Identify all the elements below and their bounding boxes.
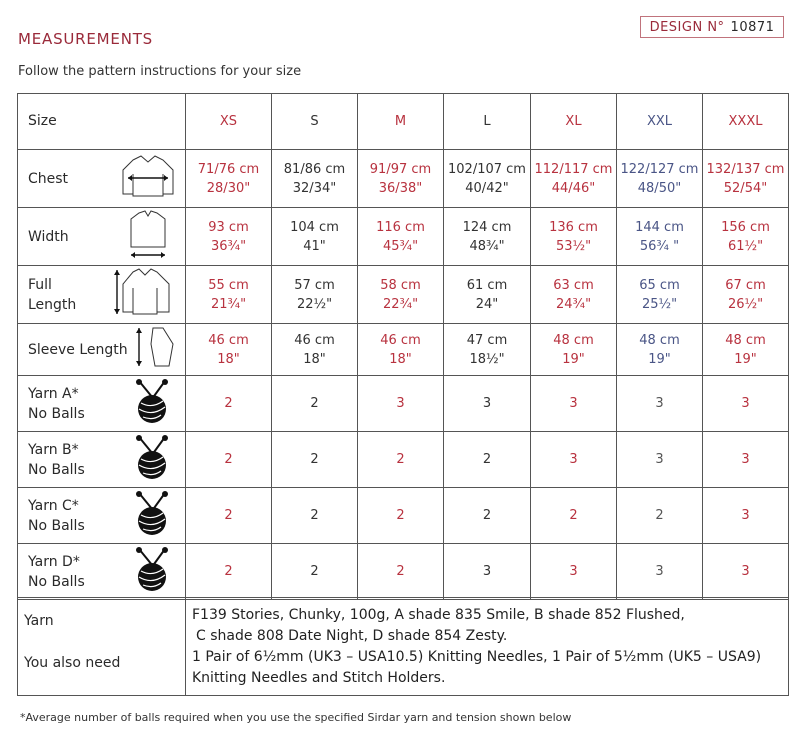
yarn-a-m: 3: [358, 376, 444, 432]
yarn-line-1: F139 Stories, Chunky, 100g, A shade 835 Smile, B shade 852 Flushed,: [192, 607, 685, 623]
materials-labels: [18, 598, 186, 696]
yarn-b-label: Yarn B* No Balls: [28, 441, 85, 478]
also-need-label: You also need: [24, 655, 121, 671]
cardigan-width-icon: [119, 209, 177, 265]
yarn-a-xxxl: 3: [703, 376, 789, 432]
chest-xl: 112/117 cm 44/46": [531, 150, 617, 208]
cardigan-chest-icon: [119, 154, 177, 204]
yarn-c-xxl: 2: [617, 488, 703, 544]
chest-s: 81/86 cm 32/34": [272, 150, 358, 208]
need-line-2: Knitting Needles and Stitch Holders.: [192, 670, 446, 686]
sleeve-length-label-cell: [18, 324, 186, 376]
yarn-c-row: [18, 488, 789, 544]
materials-text: [186, 598, 789, 696]
yarn-a-row: [18, 376, 789, 432]
sleeve-length-label: Sleeve Length: [28, 341, 128, 358]
yarn-label: Yarn: [24, 613, 54, 629]
width-l: 124 cm 48¾": [444, 208, 531, 266]
width-xxxl: 156 cm 61½": [703, 208, 789, 266]
yarn-d-xxxl: 3: [703, 544, 789, 600]
footnote: *Average number of balls required when you use the specified Sirdar yarn and tension shown below: [20, 711, 572, 724]
length-s: 57 cm 22½": [272, 266, 358, 324]
size-xxl: XXL: [617, 94, 703, 150]
design-label: DESIGN N°: [649, 19, 725, 35]
sleeve-length-icon: [131, 324, 177, 376]
yarn-d-xl: 3: [531, 544, 617, 600]
yarn-c-l: 2: [444, 488, 531, 544]
yarn-a-s: 2: [272, 376, 358, 432]
yarn-c-m: 2: [358, 488, 444, 544]
yarn-b-s: 2: [272, 432, 358, 488]
yarn-b-xxl: 3: [617, 432, 703, 488]
measurements-table: [17, 93, 789, 600]
yarn-a-xxl: 3: [617, 376, 703, 432]
length-xxxl: 67 cm 26½": [703, 266, 789, 324]
full-length-label: Full Length: [28, 276, 77, 313]
width-m: 116 cm 45¾": [358, 208, 444, 266]
size-xxxl: XXXL: [703, 94, 789, 150]
yarn-c-s: 2: [272, 488, 358, 544]
width-xxl: 144 cm 56¾ ": [617, 208, 703, 266]
yarn-a-label: Yarn A* No Balls: [28, 385, 85, 422]
yarn-ball-needles-icon: [127, 377, 177, 431]
yarn-d-label: Yarn D* No Balls: [28, 553, 85, 590]
yarn-d-label-cell: [18, 544, 186, 600]
chest-label: Chest: [28, 170, 69, 187]
design-number-box: [640, 16, 784, 38]
yarn-c-label-cell: [18, 488, 186, 544]
sleeve-l: 47 cm 18½": [444, 324, 531, 376]
yarn-a-xs: 2: [186, 376, 272, 432]
size-m: M: [358, 94, 444, 150]
sleeve-xxl: 48 cm 19": [617, 324, 703, 376]
chest-xxxl: 132/137 cm 52/54": [703, 150, 789, 208]
size-xl: XL: [531, 94, 617, 150]
yarn-c-xl: 2: [531, 488, 617, 544]
yarn-b-label-cell: [18, 432, 186, 488]
need-line-1: 1 Pair of 6½mm (UK3 – USA10.5) Knitting Needles, 1 Pair of 5½mm (UK5 – USA9): [192, 649, 762, 665]
size-s: S: [272, 94, 358, 150]
chest-m: 91/97 cm 36/38": [358, 150, 444, 208]
yarn-d-l: 3: [444, 544, 531, 600]
design-number: 10871: [730, 19, 775, 35]
yarn-a-xl: 3: [531, 376, 617, 432]
yarn-b-xxxl: 3: [703, 432, 789, 488]
yarn-d-xs: 2: [186, 544, 272, 600]
yarn-c-xxxl: 3: [703, 488, 789, 544]
yarn-c-label: Yarn C* No Balls: [28, 497, 85, 534]
yarn-b-xs: 2: [186, 432, 272, 488]
yarn-d-row: [18, 544, 789, 600]
page-title: MEASUREMENTS: [18, 30, 154, 48]
width-xl: 136 cm 53½": [531, 208, 617, 266]
length-xxl: 65 cm 25½": [617, 266, 703, 324]
yarn-ball-needles-icon: [127, 545, 177, 599]
yarn-d-xxl: 3: [617, 544, 703, 600]
sleeve-xs: 46 cm 18": [186, 324, 272, 376]
materials-table: [17, 597, 789, 696]
length-xs: 55 cm 21¾": [186, 266, 272, 324]
yarn-ball-needles-icon: [127, 433, 177, 487]
chest-label-cell: [18, 150, 186, 208]
width-label-cell: [18, 208, 186, 266]
sleeve-xxxl: 48 cm 19": [703, 324, 789, 376]
yarn-c-xs: 2: [186, 488, 272, 544]
yarn-ball-needles-icon: [127, 489, 177, 543]
yarn-d-m: 2: [358, 544, 444, 600]
width-s: 104 cm 41": [272, 208, 358, 266]
intro-text: Follow the pattern instructions for your size: [18, 64, 302, 79]
width-row: [18, 208, 789, 266]
sleeve-m: 46 cm 18": [358, 324, 444, 376]
size-header-row: [18, 94, 789, 150]
width-label: Width: [28, 228, 69, 245]
chest-xxl: 122/127 cm 48/50": [617, 150, 703, 208]
sleeve-s: 46 cm 18": [272, 324, 358, 376]
yarn-b-m: 2: [358, 432, 444, 488]
length-m: 58 cm 22¾": [358, 266, 444, 324]
chest-row: [18, 150, 789, 208]
chest-l: 102/107 cm 40/42": [444, 150, 531, 208]
width-xs: 93 cm 36¾": [186, 208, 272, 266]
length-xl: 63 cm 24¾": [531, 266, 617, 324]
full-length-row: [18, 266, 789, 324]
size-xs: XS: [186, 94, 272, 150]
yarn-a-l: 3: [444, 376, 531, 432]
yarn-b-xl: 3: [531, 432, 617, 488]
length-l: 61 cm 24": [444, 266, 531, 324]
sleeve-xl: 48 cm 19": [531, 324, 617, 376]
sleeve-length-row: [18, 324, 789, 376]
cardigan-length-icon: [111, 266, 177, 324]
full-length-label-cell: [18, 266, 186, 324]
size-l: L: [444, 94, 531, 150]
chest-xs: 71/76 cm 28/30": [186, 150, 272, 208]
yarn-b-row: [18, 432, 789, 488]
yarn-line-2: C shade 808 Date Night, D shade 854 Zesty.: [196, 628, 508, 644]
yarn-d-s: 2: [272, 544, 358, 600]
size-label: Size: [18, 94, 186, 150]
yarn-b-l: 2: [444, 432, 531, 488]
yarn-a-label-cell: [18, 376, 186, 432]
